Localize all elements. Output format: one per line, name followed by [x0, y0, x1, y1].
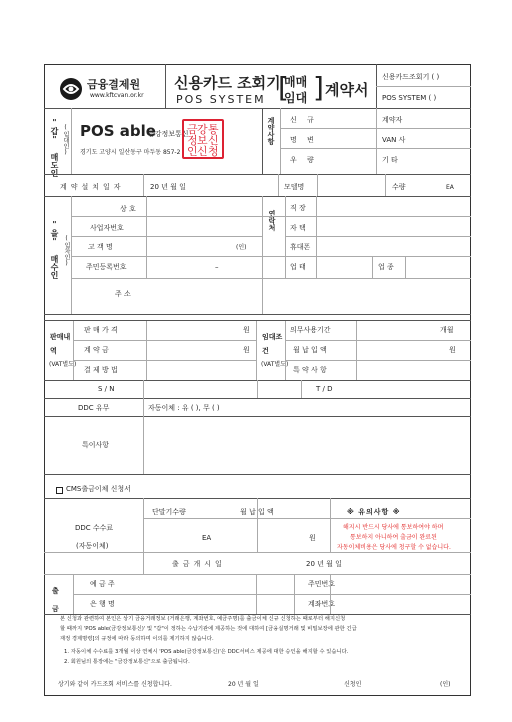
- rule-h: [71, 256, 471, 257]
- rule-v: [376, 108, 377, 174]
- rule-h: [285, 236, 471, 237]
- company-sub: 금강정보통신: [148, 130, 189, 138]
- rule-v: [330, 498, 331, 552]
- business-item: 업 종: [378, 263, 394, 271]
- sale-label-small: (VAT별도): [49, 361, 77, 368]
- company-address: 경기도 고양시 일산동구 마두동 857-2: [80, 149, 181, 156]
- contact-home: 자 택: [290, 224, 306, 232]
- side-label-1: 신용카드조회기 ( ): [382, 73, 440, 81]
- contract-row-1: 신 규: [290, 116, 318, 124]
- depositor-label: 예 금 주: [90, 580, 115, 588]
- cms-header-monthly: 월 납 입 액: [240, 508, 274, 516]
- contract-row-3: 우 량: [290, 156, 318, 164]
- terminal-label: T / D: [316, 385, 333, 393]
- rule-v: [257, 498, 258, 552]
- rule-h: [44, 574, 471, 575]
- rule-v: [317, 174, 318, 196]
- rule-v: [71, 196, 72, 314]
- party-b-field-name: 상 호: [120, 205, 136, 213]
- rule-h: [285, 360, 471, 361]
- party-a-label: "갑" 매도인: [50, 118, 59, 177]
- start-date-value[interactable]: 20 년 월 일: [306, 560, 342, 568]
- model-label: 모델명: [284, 183, 305, 191]
- rule-v: [257, 380, 258, 398]
- rule-h: [44, 196, 471, 197]
- rule-v: [143, 174, 144, 196]
- qty-unit: EA: [446, 184, 454, 191]
- contact-label: 연락처: [268, 210, 276, 231]
- rule-v: [356, 320, 357, 380]
- sale-payment-label: 결 제 방 법: [84, 366, 118, 374]
- rule-h: [71, 236, 262, 237]
- rule-h: [73, 340, 256, 341]
- party-b-label-small: (임차인): [63, 235, 70, 267]
- rule-h: [376, 86, 471, 87]
- title-suffix: 계약서: [325, 81, 369, 99]
- footer-consent-2: 할 때까지 'POS able(금강정보통신)' 및 "갑"이 정하는 수납기관에 제공하는 것에 대하여 [금융실명거래 및 비밀보장에 관한 긴급: [60, 626, 357, 632]
- title-sub: POS SYSTEM: [176, 93, 266, 106]
- ddc-value[interactable]: 자동이체 : 유 ( ), 무 ( ): [148, 404, 220, 412]
- footer-note-1: 1. 자동이체 수수료를 3개월 이상 연체시 'POS able(금강정보통신)'은 DDC서비스 제공에 대한 승인을 해지할 수 있습니다.: [64, 649, 349, 655]
- serial-label: S / N: [98, 385, 115, 393]
- rule-h: [71, 278, 471, 279]
- rule-h: [44, 314, 471, 315]
- rent-label-small: (VAT별도): [261, 361, 289, 368]
- rule-v: [278, 174, 279, 196]
- logo-name: 금융결제원: [87, 78, 141, 91]
- cms-notice-3: 자동이체비용은 당사에 청구할 수 없습니다.: [337, 544, 451, 551]
- sale-deposit-label: 계 약 금: [84, 346, 109, 354]
- start-date-label: 출금개시일: [172, 560, 226, 568]
- rule-h: [44, 320, 471, 321]
- rule-v: [256, 320, 257, 380]
- rule-h: [44, 474, 471, 475]
- customer-seal-mark: (인): [236, 244, 247, 251]
- rule-v: [280, 108, 281, 174]
- side-label-2: POS SYSTEM ( ): [382, 94, 437, 102]
- bank-label: 은 행 명: [90, 600, 115, 608]
- contract-right-2: VAN 사: [382, 136, 406, 144]
- rule-v: [262, 108, 263, 174]
- rule-h: [44, 398, 471, 399]
- rule-v: [372, 256, 373, 278]
- bracket-bottom: 임대: [284, 91, 308, 105]
- qty-label: 수량: [392, 183, 406, 191]
- contract-row-2: 명 변: [290, 136, 318, 144]
- rule-h: [73, 594, 471, 595]
- rule-h: [44, 108, 471, 109]
- rule-v: [285, 196, 286, 278]
- company-name: POS able: [80, 122, 156, 140]
- rule-v: [146, 320, 147, 380]
- cms-notice-2: 통보하지 아니하여 출금이 완료된: [350, 534, 437, 541]
- ddc-label: DDC 유무: [78, 404, 110, 412]
- rent-monthly-unit: 원: [449, 346, 456, 354]
- footer-sign: 상기와 같이 카드조회 서비스를 신청합니다.: [58, 681, 172, 688]
- rule-v: [71, 108, 72, 174]
- party-b-field-address: 주 소: [115, 290, 131, 298]
- party-b-field-customer: 고 객 명: [88, 243, 113, 251]
- sale-price-label: 판 매 가 격: [84, 326, 118, 334]
- cms-bullet-icon: [56, 487, 63, 494]
- rule-h: [71, 216, 471, 217]
- rule-h: [280, 128, 471, 129]
- resident-no-label: 주민번호: [308, 580, 336, 588]
- ddc-fee-label: DDC 수수료: [75, 524, 114, 532]
- resident-id-dash: –: [215, 263, 219, 271]
- cms-notice-1: 해지시 반드시 당사에 통보하여야 하며: [343, 524, 444, 531]
- ddc-fee-sub: (자동이체): [76, 542, 109, 550]
- cms-header-notice: ※ 유의사항 ※: [347, 508, 401, 516]
- rule-v: [143, 380, 144, 416]
- footer-note-2: 2. 회원님의 통장에는 "금강정보통신"으로 출금됩니다.: [64, 659, 190, 665]
- bracket-top: 매매: [284, 75, 308, 89]
- footer-signer: 신청인: [344, 681, 362, 688]
- footer-consent-3: 재정 경제명령]의 규정에 따라 동의하며 이의를 제기하지 않습니다.: [60, 636, 214, 642]
- cms-header-qty: 단말기수량: [152, 508, 186, 516]
- rule-v: [285, 320, 286, 380]
- withdraw-label: 출금: [52, 587, 59, 613]
- company-seal-stamp: 금 강 통 정 보 신 인 신 청: [182, 119, 224, 159]
- party-b-label: "을" 매수인: [50, 220, 59, 279]
- rule-h: [285, 340, 471, 341]
- contract-right-3: 기 타: [382, 156, 398, 164]
- footer-seal: (인): [440, 681, 451, 688]
- rule-h: [44, 174, 471, 175]
- contract-items-label: 계약사항: [267, 117, 275, 145]
- bracket-left: [: [278, 71, 289, 104]
- rule-v: [73, 320, 74, 380]
- rule-v: [301, 380, 302, 398]
- special-label: 특이사항: [82, 441, 110, 449]
- sale-deposit-unit: 원: [243, 346, 250, 354]
- logo-url: www.kftcvan.or.kr: [90, 92, 144, 99]
- rent-period-label: 의무사용기간: [290, 326, 331, 334]
- rent-special-label: 특 약 사 항: [293, 366, 327, 374]
- party-b-field-bizno: 사업자번호: [90, 224, 124, 232]
- bracket-right: ]: [313, 71, 324, 104]
- rent-monthly-label: 월 납 입 액: [293, 346, 327, 354]
- footer-sign-date[interactable]: 20 년 월 일: [228, 681, 259, 688]
- sale-label: 판매내역: [50, 333, 71, 355]
- rule-h: [73, 360, 256, 361]
- footer-consent-1: 본 신청과 관련하여 본인은 상기 금융거래정보 (거래은행, 계좌번호, 예금주명)를 출금이체 신규 신청하는 때로부터 해지신청: [60, 616, 346, 622]
- business-type: 업 태: [290, 263, 306, 271]
- rent-period-unit: 개월: [440, 326, 454, 334]
- rule-h: [280, 148, 471, 149]
- kftc-logo-icon: [60, 78, 82, 100]
- rule-v: [146, 196, 147, 278]
- install-date-label: 계약설치일자: [60, 183, 125, 191]
- cms-unit-won: 원: [309, 534, 316, 542]
- rule-v: [165, 64, 166, 108]
- rule-h: [143, 518, 471, 519]
- install-date-value[interactable]: 20 년 월 일: [150, 183, 186, 191]
- rule-h: [44, 552, 471, 553]
- cms-unit-ea: EA: [202, 534, 212, 542]
- account-no-label: 계좌번호: [308, 600, 336, 608]
- contact-work: 직 장: [290, 204, 306, 212]
- title-main: 신용카드 조회기: [174, 74, 281, 92]
- rule-v: [143, 416, 144, 474]
- contact-mobile: 휴대폰: [290, 243, 311, 251]
- rule-v: [143, 498, 144, 574]
- rule-h: [44, 614, 471, 615]
- rule-h: [44, 416, 471, 417]
- rule-v: [405, 256, 406, 278]
- party-a-label-small: (임대인): [62, 124, 69, 156]
- sale-price-unit: 원: [243, 326, 250, 334]
- party-b-field-resident: 주민등록번호: [86, 263, 127, 271]
- contract-right-1: 계약자: [382, 116, 403, 124]
- cms-title: CMS출금이체 신청서: [66, 485, 131, 493]
- rule-v: [385, 174, 386, 196]
- rule-v: [262, 196, 263, 314]
- rule-v: [316, 196, 317, 278]
- rent-label: 임대조건: [262, 333, 283, 355]
